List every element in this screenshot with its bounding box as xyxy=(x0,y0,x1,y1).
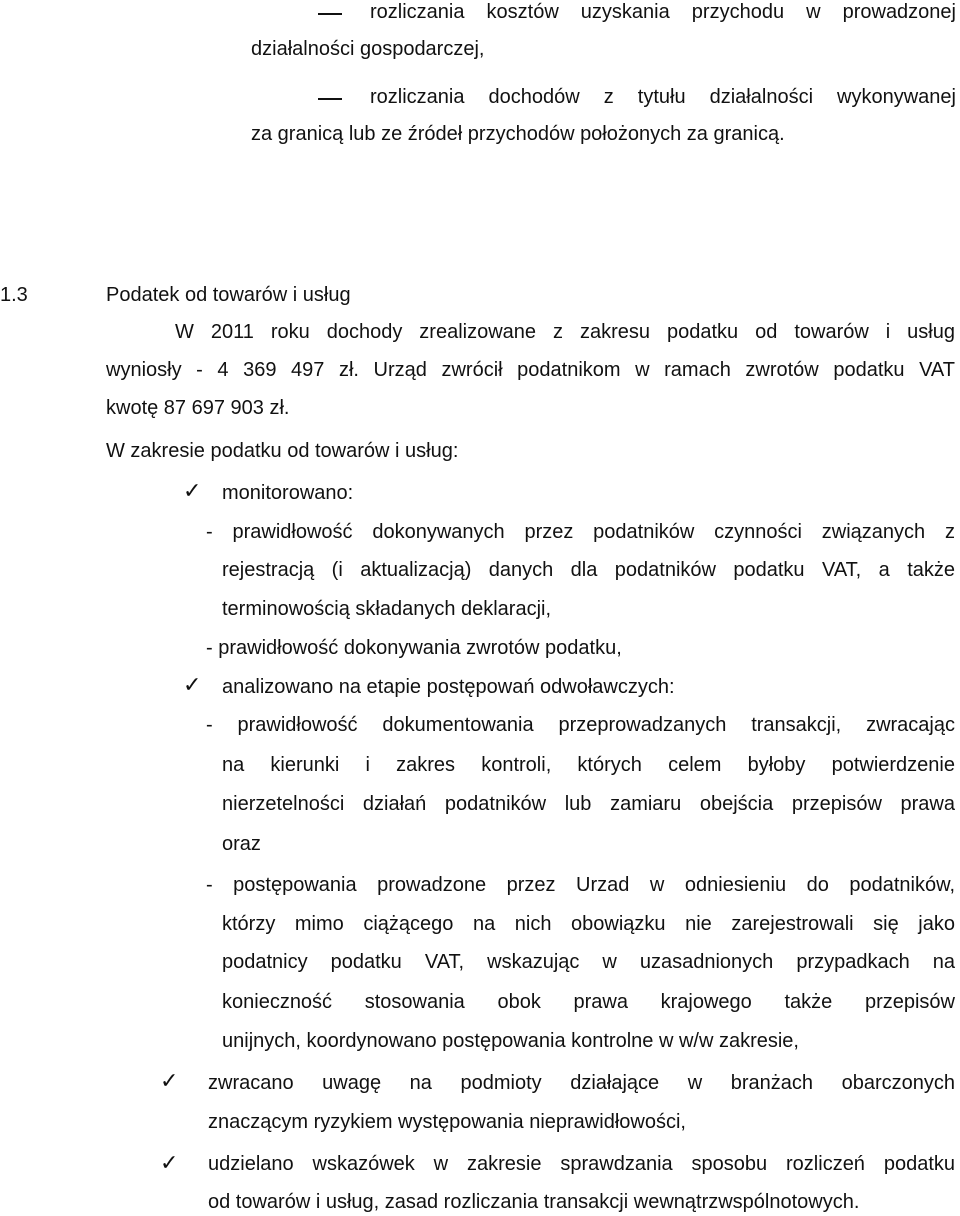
check2-item-line: konieczność stosowania obok prawa krajowego także przepisów xyxy=(222,991,955,1013)
check2-label: analizowano na etapie postępowań odwoławczych: xyxy=(222,676,675,698)
check1-item-line: - prawidłowość dokonywania zwrotów podatku, xyxy=(206,637,622,659)
intro-line: W zakresie podatku od towarów i usług: xyxy=(106,440,459,462)
check4-line: udzielano wskazówek w zakresie sprawdzania sposobu rozliczeń podatku xyxy=(208,1153,955,1175)
check2-item-line: na kierunki i zakres kontroli, których celem byłoby potwierdzenie xyxy=(222,754,955,776)
dash-item-1-line2: działalności gospodarczej, xyxy=(251,38,485,60)
check1-item-line: rejestracją (i aktualizacją) danych dla podatników podatku VAT, a także xyxy=(222,559,955,581)
dash-item-1-line1: rozliczania kosztów uzyskania przychodu w prowadzonej xyxy=(370,1,956,23)
check2-item-line: unijnych, koordynowano postępowania kontrolne w w/w zakresie, xyxy=(222,1030,799,1052)
checkmark-icon: ✓ xyxy=(160,1069,179,1094)
paragraph-line: W 2011 roku dochody zrealizowane z zakresu podatku od towarów i usług xyxy=(175,321,955,343)
checkmark-icon: ✓ xyxy=(183,673,202,698)
paragraph-line: kwotę 87 697 903 zł. xyxy=(106,397,290,419)
checkmark-icon: ✓ xyxy=(160,1151,179,1176)
check2-item-line: nierzetelności działań podatników lub zamiaru obejścia przepisów prawa xyxy=(222,793,955,815)
check2-item-line: - postępowania prowadzone przez Urzad w odniesieniu do podatników, xyxy=(206,874,955,896)
check1-label: monitorowano: xyxy=(222,482,354,504)
check4-line: od towarów i usług, zasad rozliczania transakcji wewnątrzwspólnotowych. xyxy=(208,1191,860,1213)
dash-bullet-icon xyxy=(318,98,342,100)
section-title: Podatek od towarów i usług xyxy=(106,284,351,306)
dash-item-2-line2: za granicą lub ze źródeł przychodów położonych za granicą. xyxy=(251,123,785,145)
paragraph-line: wyniosły - 4 369 497 zł. Urząd zwrócił podatnikom w ramach zwrotów podatku VAT xyxy=(106,359,955,381)
check2-item-line: - prawidłowość dokumentowania przeprowadzanych transakcji, zwracając xyxy=(206,714,955,736)
dash-item-2-line1: rozliczania dochodów z tytułu działalności wykonywanej xyxy=(370,86,956,108)
check3-line: zwracano uwagę na podmioty działające w branżach obarczonych xyxy=(208,1072,955,1094)
check2-item-line: oraz xyxy=(222,833,261,855)
dash-bullet-icon xyxy=(318,13,342,15)
check2-item-line: podatnicy podatku VAT, wskazując w uzasadnionych przypadkach na xyxy=(222,951,955,973)
check1-item-line: - prawidłowość dokonywanych przez podatników czynności związanych z xyxy=(206,521,955,543)
checkmark-icon: ✓ xyxy=(183,479,202,504)
section-number: 1.3 xyxy=(0,284,28,306)
check1-item-line: terminowością składanych deklaracji, xyxy=(222,598,552,620)
check3-line: znaczącym ryzykiem występowania nieprawidłowości, xyxy=(208,1111,686,1133)
check2-item-line: którzy mimo ciążącego na nich obowiązku nie zarejestrowali się jako xyxy=(222,913,955,935)
